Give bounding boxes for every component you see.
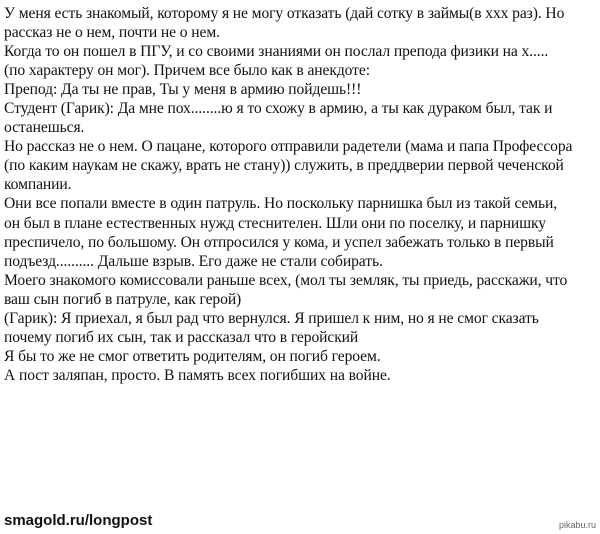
story-line: (Гарик): Я приехал, я был рад что вернулся. Я пришел к ним, но я не смог сказать	[4, 309, 539, 327]
story-line: ваш сын погиб в патруле, как герой)	[4, 290, 242, 308]
watermark: pikabu.ru	[558, 520, 596, 530]
story-line: Студент (Гарик): Да мне пох........ю я то схожу в армию, а ты как дураком был, так и	[4, 100, 553, 118]
story-line: Моего знакомого комиссовали раньше всех, (мол ты земляк, ты приедь, расскажи, что	[4, 271, 568, 289]
story-text	[4, 4, 598, 385]
story-line: А пост заляпан, просто. В память всех погибших на войне.	[4, 366, 391, 384]
story-line: Но рассказ не о нем. О пацане, которого отправили радетели (мама и папа Профессора	[4, 138, 573, 156]
source-link[interactable]: smagold.ru/longpost	[4, 512, 153, 529]
story-line: компании.	[4, 176, 72, 194]
story-line: Когда то он пошел в ПГУ, и со своими знаниями он послал препода физики на х.....	[4, 43, 549, 61]
story-line: Я бы то же не смог ответить родителям, он погиб героем.	[4, 347, 381, 365]
story-line: почему погиб их сын, так и рассказал что в геройский	[4, 328, 359, 346]
story-line: он был в плане естественных нужд стеснителен. Шли они по поселку, и парнишку	[4, 214, 547, 232]
story-line: Препод: Да ты не прав, Ты у меня в армию пойдешь!!!	[4, 81, 362, 99]
story-line: (по каким наукам не скажу, врать не стану)) служить, в преддверии первой чеченской	[4, 157, 564, 175]
story-line: Они все попали вместе в один патруль. Но поскольку парнишка был из такой семьи,	[4, 195, 558, 213]
story-line: подъезд.......... Дальше взрыв. Его даже не стали собирать.	[4, 252, 383, 270]
story-line: рассказ не о нем, почти не о нем.	[4, 24, 220, 42]
story-line: У меня есть знакомый, которому я не могу отказать (дай сотку в займы(в ххх раз). Но	[4, 5, 565, 22]
story-line: преспичело, по большому. Он отпросился у кома, и успел забежать только в первый	[4, 233, 554, 251]
story-line: останешься.	[4, 119, 85, 137]
story-line: (по характеру он мог). Причем все было как в анекдоте:	[4, 62, 370, 80]
